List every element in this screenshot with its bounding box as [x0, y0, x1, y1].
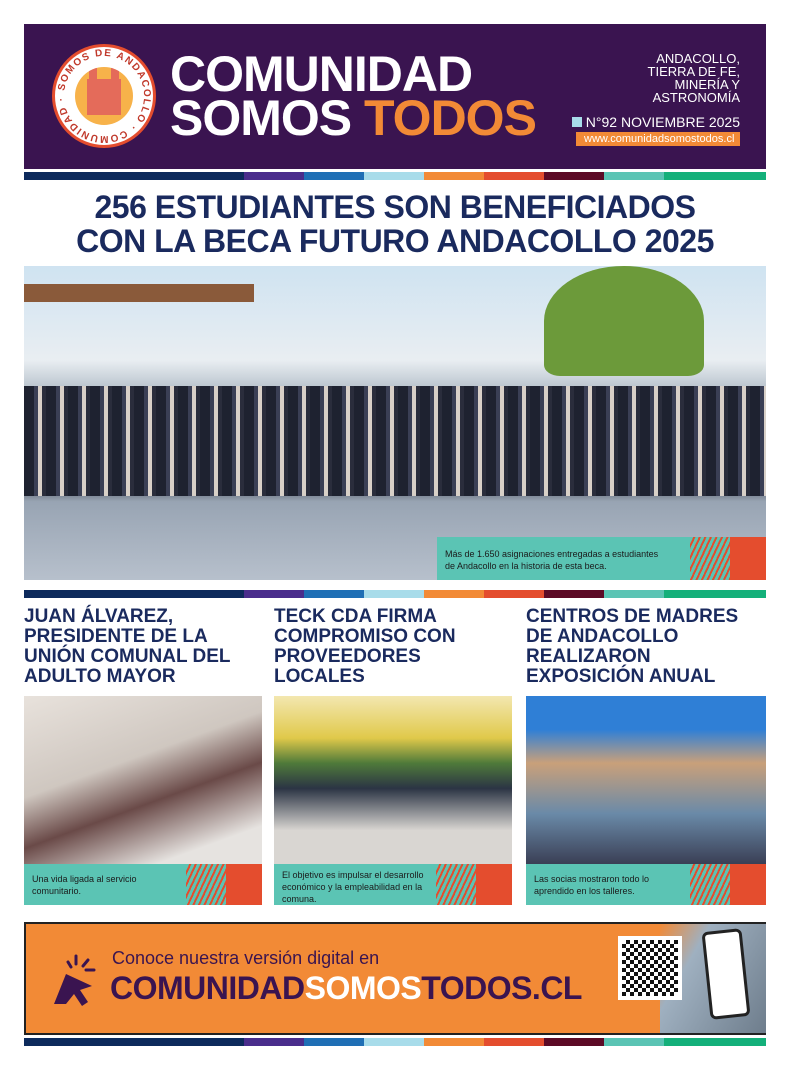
stripe-segment: [244, 172, 304, 180]
stripe-segment: [304, 172, 364, 180]
stripe-segment: [484, 172, 544, 180]
banner-lead: Conoce nuestra versión digital en: [112, 948, 380, 968]
stripe-segment: [604, 1038, 664, 1046]
color-stripe: [24, 172, 766, 180]
main-caption: [437, 537, 766, 580]
masthead: [24, 24, 766, 169]
stripe-segment: [24, 172, 124, 180]
masthead-title: [170, 46, 536, 146]
main-headline: [24, 190, 766, 258]
url-part: COMUNIDAD: [110, 970, 305, 1006]
story-caption: [526, 864, 766, 905]
caption-text: Las socias mostraron todo lo aprendido en los talleres.: [534, 874, 650, 896]
story-title: JUAN ÁLVAREZ, PRESIDENTE DE LA UNIÓN COMUNAL DEL ADULTO MAYOR: [24, 606, 231, 687]
logo: [52, 44, 156, 148]
story-title: TECK CDA FIRMA COMPROMISO CON PROVEEDORES LOCALES: [274, 606, 456, 687]
digital-version-banner[interactable]: [24, 922, 766, 1035]
main-photo: [24, 266, 766, 580]
title-somos: SOMOS: [170, 90, 352, 146]
tagline-line: MINERÍA Y: [674, 77, 740, 92]
stripe-segment: [364, 590, 424, 598]
stripe-segment: [124, 590, 244, 598]
website-link[interactable]: www.comunidadsomostodos.cl: [576, 132, 740, 146]
story-photo: [274, 696, 512, 864]
caption-text: Más de 1.650 asignaciones entregadas a estudiantes de Andacollo en la historia de esta beca.: [445, 549, 659, 571]
story-caption: [24, 864, 262, 905]
stripe-segment: [544, 172, 604, 180]
stripe-segment: [664, 172, 766, 180]
stripe-segment: [24, 1038, 124, 1046]
url-part: SOMOS: [304, 970, 422, 1006]
story-photo: [526, 696, 766, 864]
banner-url[interactable]: [110, 970, 582, 1007]
color-stripe: [24, 1038, 766, 1046]
story-photo: [24, 696, 262, 864]
stripe-segment: [424, 172, 484, 180]
stripe-segment: [484, 590, 544, 598]
stripe-segment: [544, 1038, 604, 1046]
stripe-segment: [124, 172, 244, 180]
tagline-line: ASTRONOMÍA: [652, 90, 740, 105]
qr-code[interactable]: [618, 936, 682, 1000]
url-part: TODOS.CL: [421, 970, 582, 1006]
crowd: [24, 386, 766, 496]
headline-line: 256 ESTUDIANTES SON BENEFICIADOS: [94, 189, 696, 225]
stripe-segment: [424, 1038, 484, 1046]
headline-line: CON LA BECA FUTURO ANDACOLLO 2025: [76, 223, 714, 259]
stripe-segment: [664, 1038, 766, 1046]
stripe-segment: [484, 1038, 544, 1046]
stripe-segment: [364, 172, 424, 180]
stripe-segment: [244, 1038, 304, 1046]
caption-text: El objetivo es impulsar el desarrollo económico y la empleabilidad en la comuna.: [282, 870, 424, 904]
stripe-segment: [304, 590, 364, 598]
cursor-click-icon: [48, 952, 104, 1008]
square-icon: [572, 117, 582, 127]
stripe-segment: [604, 172, 664, 180]
stripe-segment: [604, 590, 664, 598]
svg-text:SOMOS DE ANDACOLLO · COMUNIDAD: SOMOS DE ANDACOLLO · COMUNIDAD ·: [55, 47, 153, 145]
stripe-segment: [244, 590, 304, 598]
issue-info: [572, 114, 740, 130]
title-line-1: COMUNIDAD: [170, 46, 473, 102]
stripe-segment: [304, 1038, 364, 1046]
story-title: CENTROS DE MADRES DE ANDACOLLO REALIZARON EXPOSICIÓN ANUAL: [526, 606, 739, 687]
title-todos: TODOS: [364, 90, 536, 146]
stripe-segment: [544, 590, 604, 598]
stripe-segment: [364, 1038, 424, 1046]
phone-device: [702, 928, 751, 1020]
story-caption: [274, 864, 512, 905]
roof: [24, 284, 254, 302]
stripe-segment: [664, 590, 766, 598]
caption-text: Una vida ligada al servicio comunitario.: [32, 874, 137, 896]
tagline-line: TIERRA DE FE,: [647, 64, 740, 79]
tagline-line: ANDACOLLO,: [656, 51, 740, 66]
stripe-segment: [24, 590, 124, 598]
stripe-segment: [424, 590, 484, 598]
color-stripe: [24, 590, 766, 598]
tree: [544, 266, 704, 376]
issue-number: N°92 NOVIEMBRE 2025: [585, 114, 740, 130]
tagline: [648, 52, 740, 104]
stripe-segment: [124, 1038, 244, 1046]
